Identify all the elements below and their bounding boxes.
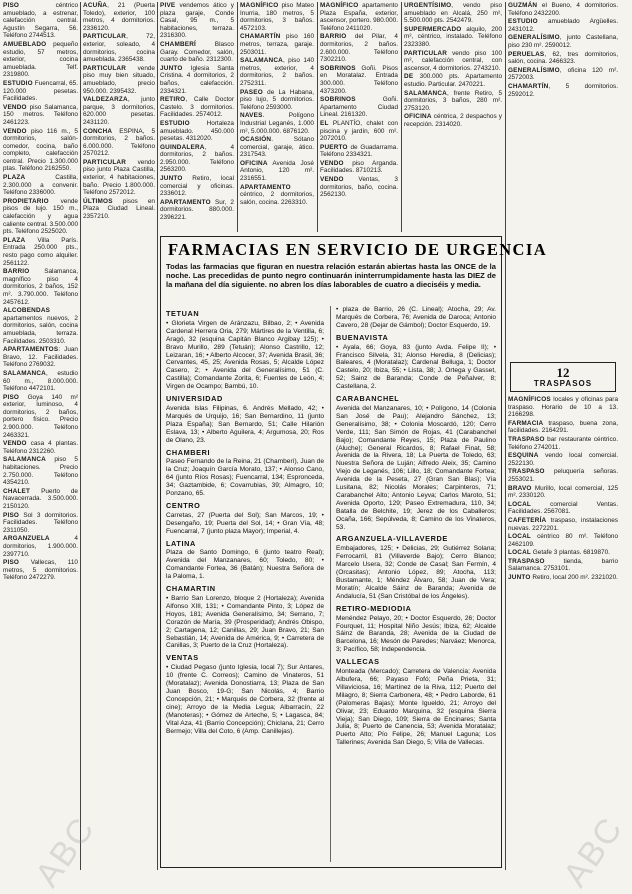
classified-ad: DE 300.000 pts. Apartamento estudio. Particular. 2470221. xyxy=(404,73,502,88)
classified-ad: FARMACIA traspaso, buena zona, facilidades. 2164291. xyxy=(508,419,618,435)
ad-keyword: PLAZA xyxy=(3,174,26,182)
classified-ad: BRAVO Murillo, local comercial, 125 m². 2330120. xyxy=(508,484,618,500)
classified-ad: GENERALÍSIMO, junto Castellana, piso 230 m². 2590012. xyxy=(508,34,618,49)
classified-ad: ESTUDIO amueblado Argüelles. 2431012. xyxy=(508,18,618,33)
ad-keyword: PIVE xyxy=(160,2,176,9)
pharmacy-right-column xyxy=(336,306,496,864)
district-name: VENTAS xyxy=(166,653,199,663)
district-block xyxy=(166,585,324,650)
classified-ad: SALAMANCA, piso 140 metros, exterior, 4 dormitorios, 2 baños. 2752311. xyxy=(240,57,314,87)
column-rule xyxy=(505,2,506,870)
district-block xyxy=(336,658,496,747)
classified-ad: AMUEBLADO pequeño estudio, 57 metros, exterior, cocina amueblada. Telf. 2319800. xyxy=(3,40,78,79)
classified-ad: JUNTO Retiro, local 200 m². 2321020. xyxy=(508,574,618,582)
classified-ad: TRASPASO bar restaurante céntrico. Teléfono 2742011. xyxy=(508,435,618,451)
district-name: CHAMARTIN xyxy=(166,584,216,594)
classified-ad: VENDO piso Arganda. Facilidades. 8710213. xyxy=(320,159,398,175)
district-list: • Glorieta Virgen de Aránzazu, Bilbao, 2; • Avenida Cardenal Herrera Oria, 279; Mártires de la Ventilla, 6; Aragó, 32 (esquina Capitán Blanco Argibay 125); • Bravo Murillo, 289 (Tetuán); Alonso Castrillo, 12; Leizaran, 16; • Alberto Alcocer, 37; Avenida Brasil, 36; Cervantes, 45, 25; Avenida Rosas, 5; Alcalde López Casero, 2; • Avenida del Generalísimo, 51 (C. Castilla); Comandante Zorita, 6; Fuentes de León, 4; Virgen de Ocampo; Bambú, 10. xyxy=(166,319,324,391)
district-name: CARABANCHEL xyxy=(336,394,400,404)
district-list: Menéndez Pelayo, 20; • Doctor Esquerdo, 26; Doctor Fourquet, 11; Hospital Niño Jesús; Ibiza, 62; Alcalde Sáinz de Baranda, 28; Avenida de la Ciudad de Barcelona, 16; Mesón de Paredes; Narváez; Menorca, 3; Pacífico, 58; Independencia. xyxy=(336,614,496,654)
classified-ad: PASEO de La Habana, piso lujo, 5 dormitorios. Teléfono 2593000. xyxy=(240,88,314,111)
ad-keyword: JUNTO xyxy=(160,64,183,72)
ad-keyword: PISO xyxy=(3,559,20,567)
classified-ad: SALAMANCA, frente Retiro, 5 dormitorios, 3 baños, 280 m². 2753120. xyxy=(404,89,502,112)
classified-column-5 xyxy=(320,2,398,232)
classified-ad: PISO Goya 140 m² exterior, luminoso, 4 dormitorios, 2 baños, portero físico. Precio 2.900.000. Teléfono 2463321. xyxy=(3,393,78,439)
ad-keyword: AMUEBLADO xyxy=(3,40,47,48)
ad-keyword: LOCAL xyxy=(508,549,532,557)
district-name: UNIVERSIDAD xyxy=(166,394,223,404)
ad-keyword: SOBRINOS xyxy=(320,64,356,72)
ad-keyword: APARTAMENTO xyxy=(240,183,291,191)
classified-ad: NAVES. Polígono Industrial Leganés, 1.000 m², 5.000.000. 6876120. xyxy=(240,112,314,135)
classified-ad: PLAZA Castilla, 2.300.000 a convenir. Teléfono 2336000. xyxy=(3,174,78,197)
classified-ad: URGENTÍSIMO, vendo piso amueblado en Alcalá, 250 m², 5.500.000 pts. 2542479. xyxy=(404,2,502,25)
district-block xyxy=(166,540,324,582)
district-name: LATINA xyxy=(166,538,196,548)
ad-keyword: ARGANZUELA xyxy=(3,535,50,543)
district-name: RETIRO-MEDIODIA xyxy=(336,603,412,613)
ad-keyword: VENDO xyxy=(3,127,27,135)
ad-keyword: PERUELAS xyxy=(508,50,545,58)
classified-ad: VENDO piso Salamanca, 150 metros. Teléfono 2461223. xyxy=(3,103,78,126)
classified-ad: ESQUINA vendo local comercial. 2522130. xyxy=(508,452,618,467)
column-rule xyxy=(157,2,158,870)
ad-keyword: ESTUDIO xyxy=(508,18,538,26)
ad-keyword: DE xyxy=(404,73,414,81)
classified-ad: PISO Vallecas, 110 metros, 5 dormitorios. Teléfono 2472279. xyxy=(3,559,78,582)
classified-ad: PIVE vendemos ático y plaza garaje, Conde Casal, 95 m., 5 habitaciones, terraza. 2316300. xyxy=(160,2,234,40)
classified-ad: MAGNÍFICO apartamento Plaza España, exterior, ascensor, portero. 980.000. Teléfono 2411020. xyxy=(320,2,398,32)
district-block xyxy=(336,306,496,330)
ad-keyword: BARRIO xyxy=(3,268,30,276)
ad-keyword: SALAMANCA xyxy=(3,369,46,377)
ad-keyword: APARTAMENTO xyxy=(160,198,211,206)
ad-keyword: PISO xyxy=(3,393,20,401)
classified-ad: BARRIO Salamanca, magnífico piso 4 dormitorios, 2 baños, 152 m². 3.790.000. Teléfono 2457612. xyxy=(3,268,78,306)
classified-ad: OCASIÓN. Sótano comercial, garaje, ático. 2317543. xyxy=(240,136,314,159)
classified-column-4 xyxy=(240,2,314,232)
ad-keyword: VENDO xyxy=(3,103,27,111)
ad-keyword: SUPERMERCADO xyxy=(404,25,462,33)
classified-ad: ESTUDIO Fuencarral, 65. 120.000 pesetas. Facilidades. xyxy=(3,79,78,103)
district-list: Avenida Islas Filipinas, 6. Andrés Mellado, 42; • Marqués de Urquijo, 16; San Bernardino, 11 (junto Plaza España); San Bernardo, 51; Calle Hilarión Eslava, 13; • Alberto Aguilera, 4; Argumosa, 20; Ros de Olano, 23. xyxy=(166,404,324,444)
ad-keyword: GENERALÍSIMO xyxy=(508,34,560,42)
classified-ad: ALCOBENDAS apartamentos nuevos, 2 dormitorios, salón, cocina amueblada, terraza. Facilidades. 2503310. xyxy=(3,307,78,345)
district-name: VALLECAS xyxy=(336,657,380,667)
classified-ad: SALAMANCA, estudio 60 m., 8.000.000. Teléfono 4472101. xyxy=(3,369,78,393)
classified-ad: VENDO piso 116 m., 5 dormitorios, salón-comedor, cocina, baño completo, calefacción central. Precio 1.300.000 ptas. Teléfono 2162550. xyxy=(3,127,78,173)
district-name: ARGANZUELA-VILLAVERDE xyxy=(336,534,448,544)
classified-column-6a xyxy=(404,2,502,232)
district-list: • Ayala, 66; Goya, 83 (junto Avda. Felipe II); • Francisco Silvela, 31; Alonso Heredia, 8 (Delicias); Baleares, 4 (Moratalaz); Cardenal Belluga, 1; Doctor Castelo, 20; Ibiza, 55; • Lista, 38; J. Ortega y Gasset, 52; Sainz de Baranda; Conde de Peñalver, 8; Castellana, 2. xyxy=(336,343,496,391)
classified-ad: EL PLANTÍO, chalet con piscina y jardín, 600 m². 2072010. xyxy=(320,119,398,143)
section-label: TRASPASOS xyxy=(533,378,593,388)
ad-keyword: CHAMBERÍ xyxy=(160,40,197,48)
ad-keyword: CONCHA xyxy=(83,127,113,135)
ad-keyword: BARRIO xyxy=(320,33,347,41)
column-rule xyxy=(237,2,238,232)
classified-ad: TRASPASO tienda, barrio Salamanca. 2753101. xyxy=(508,557,618,573)
classified-ad: PISO céntrico amueblado, a estrenar, calefacción central. Agustín Segarra, 56. Teléfono 2744513. xyxy=(3,2,78,40)
district-list: • Barrio San Lorenzo, bloque 2 (Hortaleza); Avenida Alfonso XIII, 131; • Comandante Pinto, 3; López de Hoyos, 181; Avenida Generalísimo, 34; Serrano, 7; Corazón de María, 39 (Prosperidad); Andrés Obispo, 2; Cartagena, 12; Canillas, 29; Juan Bravo, 21; San Sebastián, 14; Avenida de América, 9; • Carretera de Canillas, 3; Puerto de la Cruz (Hortaleza). xyxy=(166,595,324,650)
ad-keyword: SOBRINOS xyxy=(320,96,356,104)
ad-keyword: VENDO xyxy=(320,159,344,167)
ad-keyword: PARTICULAR xyxy=(83,158,127,166)
intro-text: Todas las farmacias que figuran en nuestra relación estarán abiertas hasta las ONCE de la noche. Las precedidas de punto negro continuarán ininterrumpidamente hasta las DIEZ de la mañana del día siguiente. no abren los días laborables de cuatro a dieciséis y media. xyxy=(166,262,496,290)
abc-watermark: ABC xyxy=(556,809,631,894)
ad-keyword: TRASPASO xyxy=(508,557,545,565)
classified-ad: OFICINA céntrica, 2 despachos y recepción. 2314020. xyxy=(404,113,502,128)
district-block xyxy=(336,334,496,391)
district-block xyxy=(166,502,324,536)
pharmacy-box-title: FARMACIAS EN SERVICIO DE URGENCIA xyxy=(168,240,548,259)
ad-keyword: SALAMANCA xyxy=(3,456,46,464)
ad-keyword: MAGNÍFICO xyxy=(240,2,279,9)
classified-ad: PARTICULAR, 72, exterior, soleado, 4 dormitorios, cocina amueblada. 2365438. xyxy=(83,33,155,64)
classified-ad: GENERALÍSIMO, oficina 120 m². 2572003. xyxy=(508,66,618,82)
ad-keyword: LOCAL xyxy=(508,533,532,541)
district-list: Paseo Fernando de la Reina, 21 (Chamberí), Juan de la Cruz; Joaquín García Morato, 137; • Alonso Cano, 64 (junto Ríos Rosas); Fuencarral, 134; Espronceda, 34; Gaztambide, 6; Covarrubias, 39; Almagro, 10; Ponzano, 65. xyxy=(166,458,324,498)
classified-column-2 xyxy=(83,2,155,232)
ad-keyword: PROPIETARIO xyxy=(3,197,49,205)
ad-keyword: TRASPASO xyxy=(508,435,545,443)
classified-ad: SOBRINOS Goñi. Pisos en Moratalaz. Entrada 300.000. Teléfono 4373200. xyxy=(320,64,398,95)
ad-keyword: VENDO xyxy=(320,176,344,184)
classified-ad: APARTAMENTO Sur, 2 dormitorios. 880.000. 2396221. xyxy=(160,198,234,222)
classified-ad: SOBRINOS Goñi. Apartamento Ciudad Lineal. 2161320. xyxy=(320,96,398,119)
ad-keyword: CAFETERÍA xyxy=(508,516,547,524)
ad-keyword: MAGNÍFICO xyxy=(320,2,359,9)
district-block xyxy=(166,310,324,391)
ad-keyword: ESTUDIO xyxy=(3,79,33,87)
pharmacy-box-intro xyxy=(166,262,496,290)
classified-ad: CONCHA ESPINA, 5 dormitorios, 2 baños. 6.000.000. Teléfono 2570212. xyxy=(83,127,155,158)
ad-keyword: VENDO xyxy=(3,440,27,448)
ad-keyword: PARTICULAR xyxy=(83,64,127,72)
district-block xyxy=(336,395,496,531)
classified-ad: PISO Sol 3 dormitorios. Facilidades. Teléfono 2311050. xyxy=(3,511,78,534)
classified-ad: PLAZA Villa París. Entrada 250.000 pts., resto pago como alquiler. 2561122. xyxy=(3,236,78,267)
district-name: CHAMBERI xyxy=(166,447,211,457)
ad-keyword: PASEO xyxy=(240,88,263,96)
ad-keyword: VALDEZARZA xyxy=(83,96,128,104)
ad-keyword: SALAMANCA xyxy=(404,89,447,97)
district-list: • Ciudad Pegaso (junto Iglesia, local 7); Sur Antares, 10 (frente C. Correos); Camino de Vinateros, 51 (Moratalaz); Avenida Donostiarra, 13; Plaza de San Juan Bosco, 19-G; San Nicolás, 4; Barrio Concepción, 21; • Marqués de Corbera, 32 (frente al cine); Arroyo de la Media Legua; Albarracín, 22 (Manoteras); • Gómez de Arteche, 5; • Lagasca, 84; Vital Aza, 41 (Barrio Concepción); Chiclana, 21; Cerro Bermejo; Villa del Coto, 6 (Amp. Canillejas). xyxy=(166,664,324,735)
district-block xyxy=(166,654,324,735)
ad-keyword: TRASPASO xyxy=(508,468,545,476)
ad-keyword: ÚLTIMOS xyxy=(83,197,113,205)
district-block xyxy=(336,605,496,654)
classified-ad: LOCAL comercial Ventas. Facilidades. 2567081. xyxy=(508,500,618,516)
classified-ad: CHALET Puerto de Navacerrada. 3.500.000. 2150120. xyxy=(3,487,78,510)
classified-ad: VENDO casa 4 plantas. Teléfono 2312260. xyxy=(3,440,78,455)
ad-keyword: PISO xyxy=(3,2,20,9)
district-block xyxy=(166,395,324,444)
classified-ad: ARGANZUELA 4 dormitorios, 1.900.000. 2397710. xyxy=(3,535,78,558)
column-rule xyxy=(317,2,318,232)
classified-ad: VENDO Ventas, 3 dormitorios, baño, cocina. 2562130. xyxy=(320,176,398,199)
ad-keyword: GUZMÁN xyxy=(508,2,538,9)
ad-keyword: JUNTO xyxy=(508,574,531,582)
classified-ad: PARTICULAR vende piso muy bien situado, amueblado, precio 950.000. 2395432. xyxy=(83,64,155,95)
ad-keyword: OFICINA xyxy=(404,113,432,121)
column-rule xyxy=(401,2,402,232)
ad-keyword: LOCAL xyxy=(508,500,532,508)
classified-ad: ÚLTIMOS pisos en Plaza Ciudad Lineal. 2357210. xyxy=(83,197,155,221)
classified-ad: CHAMARTÍN, 5 dormitorios. 2592012. xyxy=(508,82,618,98)
ad-keyword: EL xyxy=(320,119,329,127)
classified-ad: GUINDALERA, 4 dormitorios, 2 baños. 2.950.000. Teléfono 2563200. xyxy=(160,143,234,174)
ad-keyword: ESTUDIO xyxy=(160,119,190,127)
ad-keyword: ACUÑA xyxy=(83,2,108,9)
traspasos-section-header xyxy=(510,362,616,392)
classified-ad: JUNTO Iglesia Santa Cristina. 4 dormitorios, 2 baños, calefacción. 2334321. xyxy=(160,64,234,95)
ad-keyword: ESQUINA xyxy=(508,452,539,460)
ad-keyword: CHALET xyxy=(3,487,31,495)
classified-ad: ACUÑA, 21 (Puerta Toledo), exterior, 100 metros, 4 dormitorios. 2336120. xyxy=(83,2,155,32)
district-list: Avenida del Manzanares, 10; • Polígono, 14 (Colonia San José de Pau); Alejandro Sánchez, 13; Generalísimo, 38; • Colonia Moscardó, 120; Cerro Verde, 111; San Simón de Rojas, 41 (Carabanchel Bajo); Comandante Reyes, 15; Plaza de Paulino (Aluche); General Ricardos, 8; Rafael Finat, 58; Avenida de la Rivera, 18; La Puerta de Toledo, 63; Nuestra Señora de Luján; Alfredo Aleix, 35; Camino Viejo de Leganés, 106; Lillo, 18; Comandante Fortea; Avenida de la Peseta, 27 (Gran San Blas); Vía Lusitana, 82; Nicolás Morales; Carpinteros, 71; Carabanchel Alto; Antonio Leyva; Carlos Maroto, 51; Avenida Oporto, 129; Paseo Extremadura, 110, 34; Batalla de Belchite, 19; Jerez de los Caballeros; Ocaña, 166; Sepúlveda, 8; Camino de los Vinateros, 53. xyxy=(336,404,496,531)
district-name: TETUAN xyxy=(166,309,200,318)
classified-ad: SUPERMERCADO alquilo, 200 m², céntrico, instalado. Teléfono 2323380. xyxy=(404,25,502,48)
classified-ad: PARTICULAR vendo piso junto Plaza Castilla, exterior, 4 habitaciones, baño. Precio 1.800.000. Teléfono 2572012. xyxy=(83,158,155,197)
ad-keyword: PISO xyxy=(3,511,20,519)
ad-keyword: PUERTO xyxy=(320,143,348,151)
ad-keyword: CHAMARTÍN xyxy=(508,82,549,90)
classified-ad: TRASPASO peluquería señoras. 2553021. xyxy=(508,468,618,483)
pharmacy-left-column xyxy=(166,306,324,864)
classified-ad: APARTAMENTOS: Juan Bravo, 12. Facilidades. Teléfono 2769032. xyxy=(3,346,78,369)
classified-ad: MAGNÍFICO piso Mateo Inurria, 180 metros, 5 dormitorios, 3 baños. 4572103. xyxy=(240,2,314,32)
classified-ad: JUNTO Retiro, local comercial y oficinas. 2336012. xyxy=(160,175,234,198)
classified-ad: CHAMBERÍ Blasco Garay. Comedor, salón, cuarto de baño. 2312300. xyxy=(160,40,234,64)
classified-ad: PARTICULAR vendo piso 100 m², calefacción central, con ascensor, 4 dormitorios. 2743210. xyxy=(404,49,502,72)
ad-keyword: PLAZA xyxy=(3,236,26,244)
traspasos-column xyxy=(508,396,618,870)
ad-keyword: SALAMANCA xyxy=(240,57,283,65)
classified-ad: VALDEZARZA, junto parque, 3 dormitorios, 620.000 pesetas. 2431120. xyxy=(83,96,155,126)
classified-ad: GUZMÁN el Bueno, 4 dormitorios. Teléfono 2432200. xyxy=(508,2,618,17)
ad-keyword: OCASIÓN xyxy=(240,136,272,144)
district-name: BUENAVISTA xyxy=(336,332,389,342)
ad-keyword: OFICINA xyxy=(240,159,268,167)
classified-ad: ESTUDIO Hortaleza amueblado. 450.000 pesetas. 4312020. xyxy=(160,119,234,143)
district-list: Embajadores, 125; • Delicias, 29; Gutiérrez Solana; Ferrocarril, 81 (Villaverde Bajo); Cerro Blanco; Marcelo Usera, 32; Conde de Casal; San Fermín, 4 (Orcasitas); Antonio López, 89; Atocha, 113; Bustamante, 1; Méndez Álvaro, 58; Juan de Vera; Moratín; Alcalde Sáinz de Baranda; Avenida de Andalucía, 51 (San Cristóbal de los Ángeles). xyxy=(336,545,496,600)
classified-column-1 xyxy=(3,2,78,870)
section-number: 12 xyxy=(556,364,570,380)
ad-keyword: GENERALÍSIMO xyxy=(508,66,560,74)
classified-ad: CAFETERÍA traspaso, instalaciones nuevas. 2272201. xyxy=(508,516,618,532)
district-list: Plaza de Santo Domingo, 6 (junto teatro Real); Avenida del Manzanares, 60; Toledo, 80; • Comandante Fortea, 36 (Batán); Nuestra Señora de la Paloma, 1. xyxy=(166,549,324,581)
classified-ad: APARTAMENTO céntrico, 2 dormitorios, salón, cocina. 2263310. xyxy=(240,183,314,206)
ad-keyword: BRAVO xyxy=(508,484,532,492)
abc-watermark: ABC xyxy=(28,809,103,894)
ad-keyword: GUINDALERA xyxy=(160,143,205,151)
classified-ad: LOCAL céntrico 80 m². Teléfono 2462109. xyxy=(508,533,618,548)
district-list: • plaza de Barrio, 26 (C. Lineal); Atocha, 29; Av. Marqués de Corbera, 76; Avenida de Daroca; Antonio Cavero, 28 (Dejar de Gámbol); Doctor Esquerdo, 19. xyxy=(336,306,496,329)
district-list: Carretas, 27 (Puerta del Sol); San Marcos, 19; • Desengaño, 19; Puerta del Sol, 14; • Gran Vía, 48; Fuencarral, 7 (junto plaza Mayor); Imperial, 4. xyxy=(166,511,324,535)
ad-keyword: MAGNÍFICOS xyxy=(508,396,551,403)
classified-ad: OFICINA Avenida José Antonio, 120 m². 2316551. xyxy=(240,159,314,183)
district-block xyxy=(166,449,324,498)
ad-keyword: JUNTO xyxy=(160,175,183,183)
classified-ad: MAGNÍFICOS locales y oficinas para traspaso. Horario de 10 a 13. 2166298. xyxy=(508,396,618,419)
classified-ad: BARRIO del Pilar, 4 dormitorios, 2 baños. 2.600.000. Teléfono 7302210. xyxy=(320,33,398,64)
ad-keyword: PARTICULAR xyxy=(83,33,127,41)
classified-ad: PUERTO de Guadarrama. Teléfono 2334321. xyxy=(320,143,398,159)
column-rule xyxy=(80,2,81,870)
classified-ad: PROPIETARIO vende pisos de lujo. 150 m., calefacción y agua caliente central. 3.500.000 pts. Teléfono 2525020. xyxy=(3,197,78,236)
ad-keyword: CHAMARTÍN xyxy=(240,33,281,41)
ad-keyword: NAVES xyxy=(240,112,263,120)
classified-ad: SALAMANCA piso 5 habitaciones. Precio 2.750.000. Teléfono 4354210. xyxy=(3,456,78,487)
box-column-rule xyxy=(330,306,331,862)
ad-keyword: URGENTÍSIMO xyxy=(404,2,452,9)
ad-keyword: FARMACIA xyxy=(508,419,544,427)
classified-ad: CHAMARTÍN piso 160 metros, terraza, garaje. 2503011. xyxy=(240,33,314,56)
ad-keyword: PARTICULAR xyxy=(404,49,448,57)
classified-ad: PERUELAS, 62, tres dormitorios, salón, cocina. 2466323. xyxy=(508,50,618,66)
ad-keyword: RETIRO xyxy=(160,96,186,104)
classified-ad: RETIRO, Calle Doctor Castelo. 3 dormitorios. Facilidades. 2574012. xyxy=(160,96,234,119)
district-name: CENTRO xyxy=(166,500,201,510)
ad-keyword: ALCOBENDAS xyxy=(3,307,51,315)
ad-keyword: APARTAMENTOS xyxy=(3,346,59,354)
district-block xyxy=(336,535,496,600)
classified-column-3 xyxy=(160,2,234,232)
classified-column-7 xyxy=(508,2,618,357)
district-list: Monteada (Mercado); Carretera de Valencia; Avenida Albufera, 66; Payaso Fofó; Peña Prieta, 31; Villaviciosa, 16; Martínez de la Riva, 112; Puerto del Milagro, 8; Sierra Carbonera, 48; • Pedro Laborde, 61 (Palomeras Bajas); Monte Igueldo, 21; Arroyo del Olivar, 23; Eduardo Marquina, 32 (esquina Sierra Vieja); San Diego, 109; Sierra de Encinares; Santa Julia, 8; Puerto de Canencia, 53; Avenida Moratalaz; Puerto Alto; Pío Felipe, 26; Manuel Laguna; Los Tallerines; Avenida San Diego, 5; Villa de Vallecas. xyxy=(336,668,496,747)
classified-ad: LOCAL Getafe 3 plantas. 6819870. xyxy=(508,549,610,557)
